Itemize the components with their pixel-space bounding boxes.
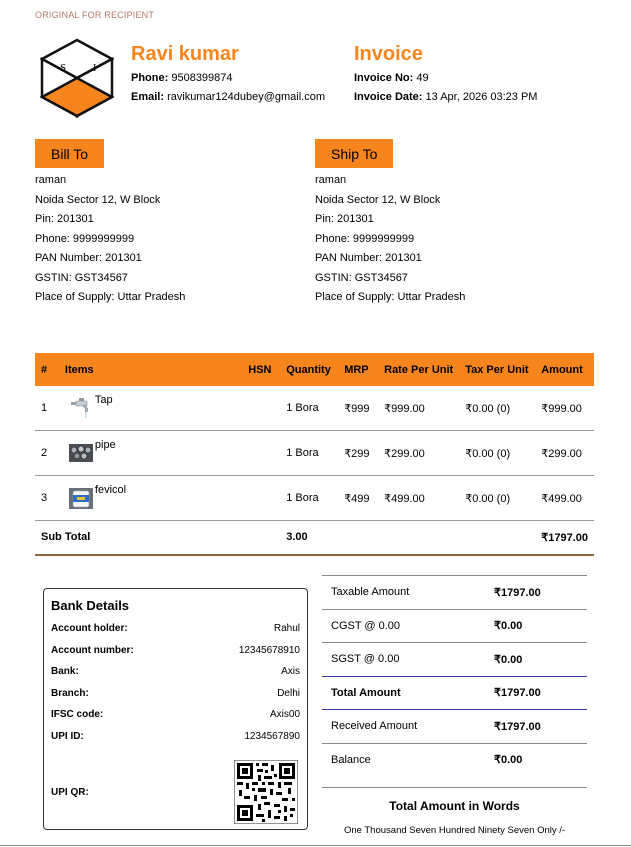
item-name: fevicol (94, 484, 127, 496)
row-amount: ₹499.00 (535, 476, 594, 521)
copy-label: ORIGINAL FOR RECIPIENT (35, 10, 155, 20)
items-table (35, 353, 594, 556)
totals-row: Received Amount ₹1797.00 (322, 709, 587, 743)
bill-to-block (35, 139, 295, 308)
tap-image (69, 396, 93, 420)
row-amount: ₹999.00 (535, 386, 594, 431)
row-hsn (242, 476, 280, 521)
pipe-image (69, 441, 93, 465)
row-hsn (242, 431, 280, 476)
row-hsn (242, 386, 280, 431)
ship-to-line: PAN Number: 201301 (315, 252, 422, 264)
seller-name: Ravi kumar (131, 43, 239, 65)
ship-to-line: Place of Supply: Uttar Pradesh (315, 291, 466, 303)
col-quantity: Quantity (280, 353, 338, 386)
subtotal-qty: 3.00 (280, 521, 338, 555)
row-amount: ₹299.00 (535, 431, 594, 476)
bill-to-line: GSTIN: GST34567 (35, 271, 128, 284)
col-mrp: MRP (338, 353, 378, 386)
bill-to-line: raman (35, 174, 67, 186)
items-header-row (35, 353, 594, 386)
table-row (35, 476, 594, 521)
seller-info (131, 43, 325, 110)
totals-row: Taxable Amount ₹1797.00 (322, 575, 587, 609)
row-rate: ₹499.00 (378, 476, 459, 521)
totals-row: CGST @ 0.00 ₹0.00 (322, 609, 587, 643)
row-rate: ₹299.00 (378, 431, 459, 476)
ship-to-line: Pin: 201301 (315, 213, 374, 225)
bank-row: IFSC code: Axis00 (51, 709, 300, 720)
upi-qr-label: UPI QR: (51, 786, 89, 798)
ship-to-line: Noida Sector 12, W Block (315, 193, 441, 206)
seller-email: Email: ravikumar124dubey@gmail.com (131, 91, 325, 103)
bill-to-line: Noida Sector 12, W Block (35, 193, 161, 206)
logo-letter-s: S (60, 62, 67, 74)
total-amount-row: Total Amount ₹1797.00 (322, 676, 587, 710)
totals-summary (322, 575, 587, 836)
invoice-info (354, 43, 537, 110)
ship-to-heading: Ship To (315, 139, 393, 168)
row-mrp: ₹499 (338, 476, 378, 521)
col-index: # (35, 353, 59, 386)
row-tax: ₹0.00 (0) (459, 386, 535, 431)
row-index: 1 (35, 386, 59, 431)
item-name: Tap (94, 394, 113, 406)
ship-to-line: raman (315, 174, 347, 186)
bill-to-line: Phone: 9999999999 (35, 232, 135, 245)
ship-to-block (315, 139, 575, 308)
item-name: pipe (94, 439, 116, 451)
logo-letter-i: I (93, 63, 97, 74)
ship-to-line: Phone: 9999999999 (315, 232, 415, 245)
row-index: 2 (35, 431, 59, 476)
bill-to-line: PAN Number: 201301 (35, 252, 142, 264)
bill-to-heading: Bill To (35, 139, 104, 168)
row-qty: 1 Bora (280, 386, 338, 431)
totals-row: SGST @ 0.00 ₹0.00 (322, 642, 587, 676)
col-items: Items (59, 353, 242, 386)
invoice-title: Invoice (354, 43, 423, 65)
invoice-number: Invoice No: 49 (354, 72, 429, 84)
upi-qr-code (234, 760, 298, 824)
footer-divider (0, 845, 631, 846)
row-tax: ₹0.00 (0) (459, 476, 535, 521)
subtotal-amount: ₹1797.00 (535, 521, 594, 555)
amount-in-words-heading: Total Amount in Words (322, 787, 587, 813)
fevicol-image (69, 486, 93, 510)
bank-row: Account number: 12345678910 (51, 644, 300, 656)
row-qty: 1 Bora (280, 431, 338, 476)
row-item (59, 386, 242, 431)
bank-row: Branch: Delhi (51, 687, 300, 699)
col-hsn: HSN (242, 353, 280, 386)
bank-row: UPI ID: 1234567890 (51, 730, 300, 742)
amount-in-words: One Thousand Seven Hundred Ninety Seven Only /- (343, 825, 566, 836)
bank-details (43, 588, 308, 830)
subtotal-label: Sub Total (35, 521, 242, 555)
row-item (59, 476, 242, 521)
bank-title: Bank Details (51, 598, 130, 613)
col-amount: Amount (535, 353, 594, 386)
ship-to-line: GSTIN: GST34567 (315, 271, 408, 284)
row-index: 3 (35, 476, 59, 521)
seller-phone: Phone: 9508399874 (131, 72, 233, 84)
bank-row: Bank: Axis (51, 666, 300, 677)
table-row (35, 386, 594, 431)
bill-to-line: Pin: 201301 (35, 213, 94, 225)
subtotal-row (35, 521, 594, 555)
table-row (35, 431, 594, 476)
bank-row: Account holder: Rahul (51, 623, 300, 634)
company-logo (40, 38, 114, 118)
row-item (59, 431, 242, 476)
row-mrp: ₹999 (338, 386, 378, 431)
totals-row: Balance ₹0.00 (322, 743, 587, 777)
col-tax: Tax Per Unit (459, 353, 535, 386)
row-mrp: ₹299 (338, 431, 378, 476)
col-rate: Rate Per Unit (378, 353, 459, 386)
bill-to-line: Place of Supply: Uttar Pradesh (35, 291, 186, 303)
invoice-date: Invoice Date: 13 Apr, 2026 03:23 PM (354, 91, 538, 103)
row-tax: ₹0.00 (0) (459, 431, 535, 476)
row-qty: 1 Bora (280, 476, 338, 521)
row-rate: ₹999.00 (378, 386, 459, 431)
